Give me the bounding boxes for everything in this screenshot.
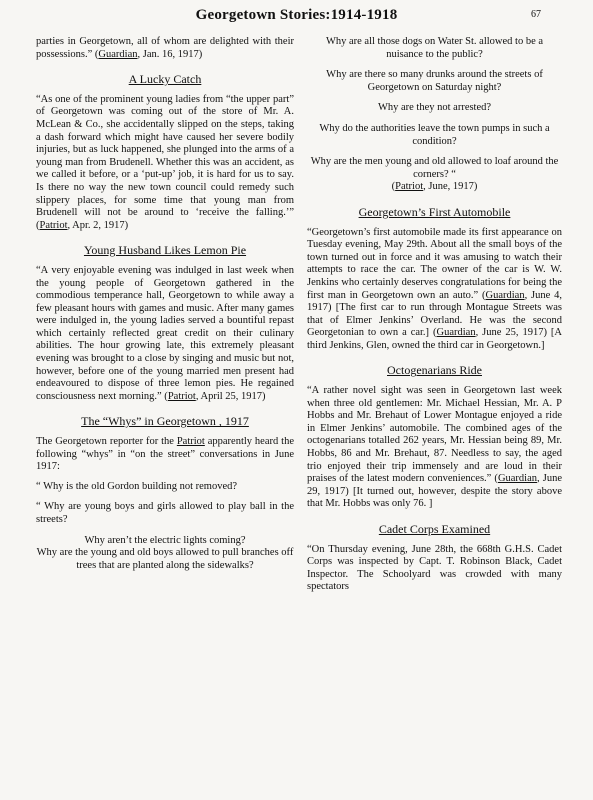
why-question-7: Why are they not arrested? xyxy=(377,102,492,114)
heading-cadet-corps: Cadet Corps Examined xyxy=(378,522,491,536)
octogenarians-paragraph: “A rather novel sight was seen in Georgetown last week when three old gentlemen: Mr. Michael Hessian, Mr. A. P Hobbs and Mr. Brehaut of Lower Montague enjoyed a ride in Elmer Jenkins’ automobile. The combined ages of the octogenarians totalled 262 years, Mr. Hessian being 89, Mr. Hobbs, 86 and Mr. Brehaut, 87. Needless to say, the aged trio enjoyed their trip immensely and are loud in their praises of the latest modern conveniences.” (Guardian, June 29, 1917) [It turned out, however, despite the story above that Mr. Hobbs was only 76. ] xyxy=(307,385,562,510)
why-question-6: Why are there so many drunks around the streets of Georgetown on Saturday night? xyxy=(326,69,543,93)
cadet-corps-paragraph: “On Thursday evening, June 28th, the 668th G.H.S. Cadet Corps was inspected by Capt. T. Robinson Black, Cadet Inspector. The Schoolyard was crowded with many spectators xyxy=(307,543,562,593)
page-header xyxy=(0,7,593,29)
heading-lemon-pie: Young Husband Likes Lemon Pie xyxy=(83,243,247,258)
heading-lucky-catch: A Lucky Catch xyxy=(128,72,202,87)
why-question-5: Why are all those dogs on Water St. allowed to be a nuisance to the public? xyxy=(325,36,544,60)
intro-paragraph: parties in Georgetown, all of whom are delighted with their possessions.” (Guardian, Jan. 16, 1917) xyxy=(36,36,294,60)
whys-intro-paragraph: The Georgetown reporter for the Patriot apparently heard the following “whys” in “on the street” conversations in June 1917: xyxy=(36,436,294,473)
why-question-1: “ Why is the old Gordon building not removed? xyxy=(36,480,238,492)
whys-source-citation: (Patriot, June, 1917) xyxy=(391,181,478,193)
automobile-paragraph: “Georgetown’s first automobile made its first appearance on Tuesday evening, May 29th. About all the small boys of the town turned out in force and it was amusing to watch their attempts to race the car. The owner of the car is W. W. Jenkins who certainly deserves congratulations for being the first man in Georgetown own an auto.” (Guardian, June 4, 1917) [The first car to run through Montague Streets was that of Elmer Jenkins’ Overland. He was the second Georgetonian to own a car.] (Guardian, June 25, 1917) [A third Jenkins, Glen, owned the third car in Georgetown.] xyxy=(307,226,562,351)
why-question-3: Why aren’t the electric lights coming? xyxy=(84,534,246,546)
lucky-catch-paragraph: “As one of the prominent young ladies from “the upper part” of Georgetown was coming out of the store of Mr. A. McLean & Co., she accidentally slipped on the steps, taking a dash forward which might have caused her severe bodily injuries, but as luck happened, she plunged into the arms of a young man from Brudenell. Whether this was an accident, as we called it before, or a ‘put-up’ job, it is hard for us to say. Is there no way the new town council could remedy such slippery places, for some time that young man from Brudenell will not be around to ‘receive the falling.’” (Patriot, Apr. 2, 1917) xyxy=(36,93,294,231)
why-question-9: Why are the men young and old allowed to loaf around the corners? “ xyxy=(310,156,559,180)
why-question-8: Why do the authorities leave the town pumps in such a condition? xyxy=(319,122,550,147)
page-number: 67 xyxy=(531,9,541,20)
why-question-4: Why are the young and old boys allowed to pull branches off trees that are planted along the sidewalks? xyxy=(36,547,294,571)
left-column xyxy=(36,36,294,579)
right-column xyxy=(307,36,562,601)
why-question-2: “ Why are young boys and girls allowed to play ball in the streets? xyxy=(36,501,294,525)
running-title: Georgetown Stories:1914-1918 xyxy=(195,7,398,23)
heading-first-automobile: Georgetown’s First Automobile xyxy=(358,204,511,219)
lemon-pie-paragraph: “A very enjoyable evening was indulged in last week when the young people of Georgetown gathered in the commodious temperance hall, Georgetown to while away a few pleasant hours with games and music. After many games were indulged in, the young ladies served a bountiful repast which certainly reflected great credit on their culinary abilities. The hour growing late, this extremely pleasant evening was brought to a close by singing and music but not, however, before one of the young married men present had endeavoured to dispose of three lemon pies. He regained consciousness next morning.” (Patriot, April 25, 1917) xyxy=(36,264,294,402)
heading-octogenarians: Octogenarians Ride xyxy=(387,363,482,378)
heading-whys: The “Whys” in Georgetown , 1917 xyxy=(81,414,249,429)
